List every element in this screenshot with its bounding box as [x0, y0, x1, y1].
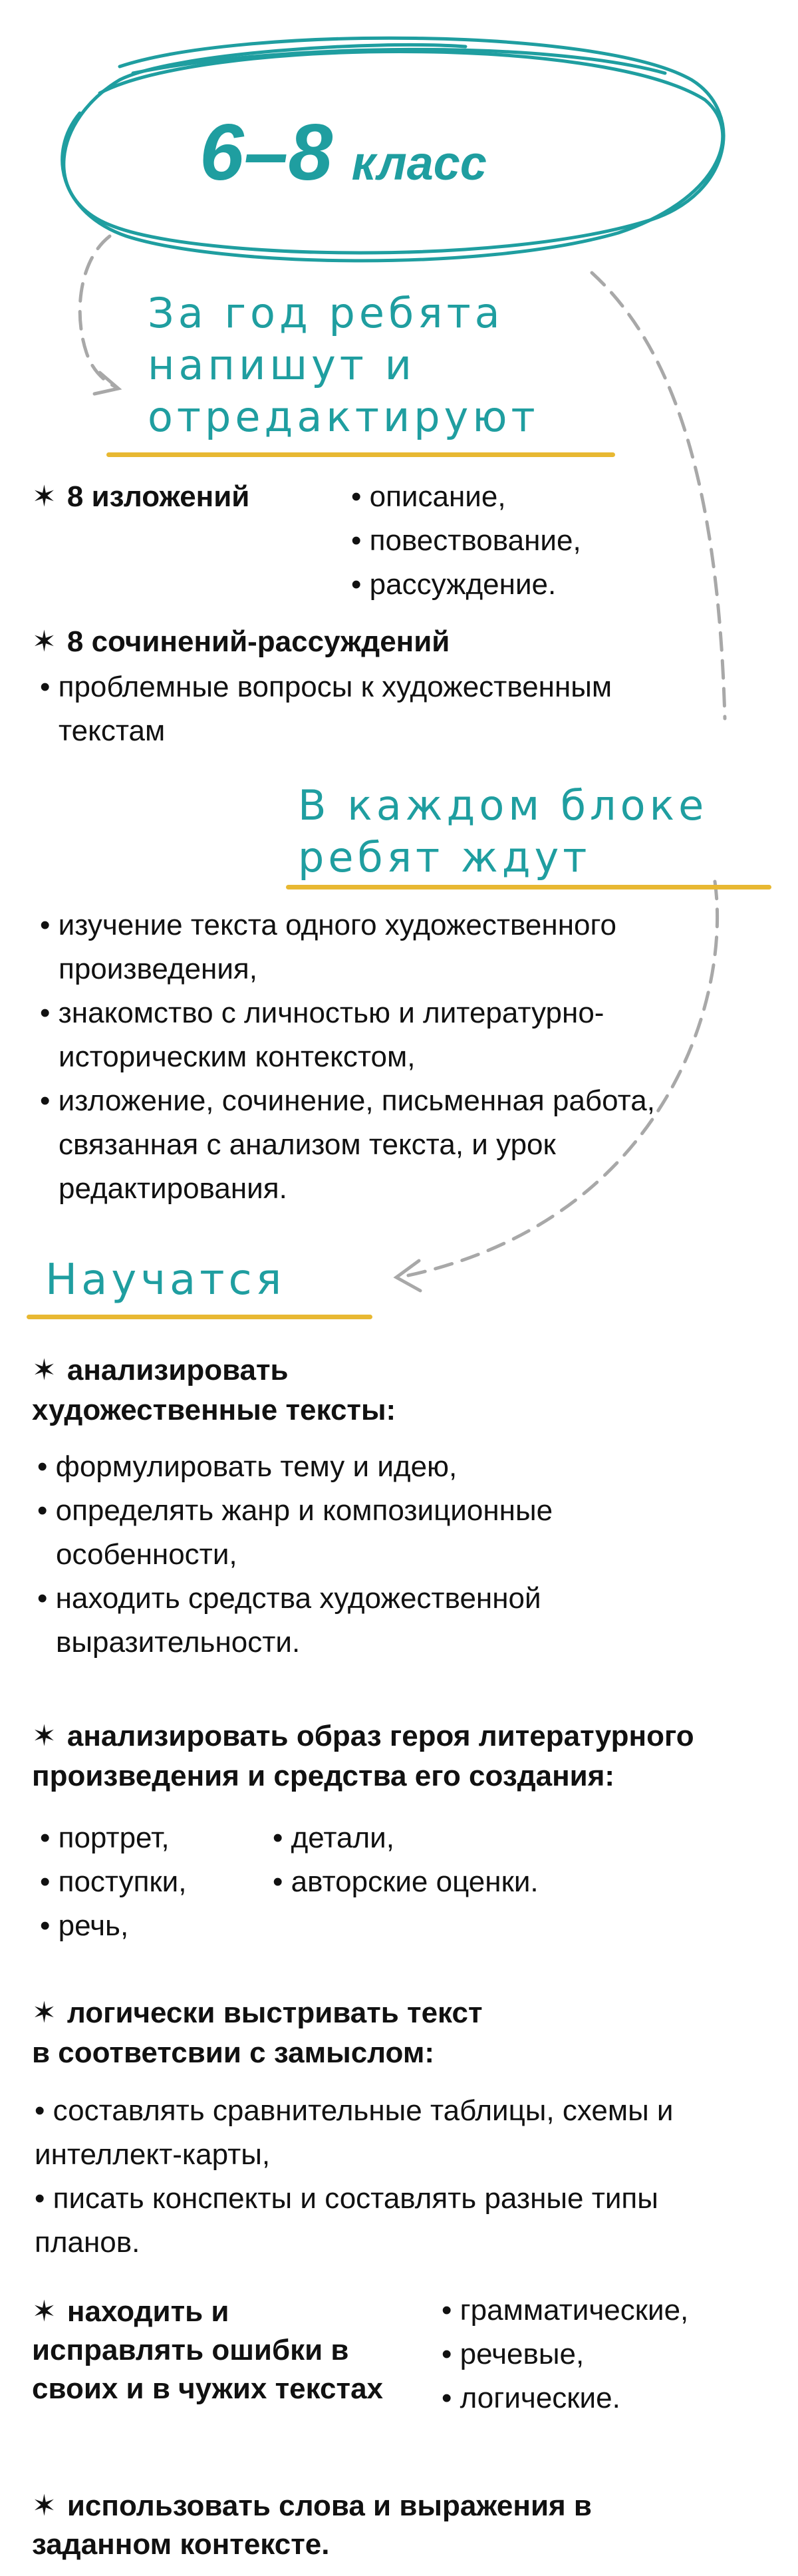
list-item: • поступки, [40, 1865, 187, 1898]
block2-title [32, 1716, 694, 1796]
list-item: • описание, [351, 480, 506, 513]
list-item-continuation: текстам [59, 715, 166, 747]
section1-heading [148, 287, 539, 443]
list-item: • проблемные вопросы к художественным [40, 671, 612, 703]
block4-list [442, 2289, 688, 2420]
section2-list [40, 903, 655, 1211]
star-icon: ✶ [32, 480, 57, 513]
list-item: • писать конспекты и составлять разные типы [35, 2182, 658, 2215]
list-item: • составлять сравнительные таблицы, схемы и [35, 2094, 674, 2127]
list-item: • определять жанр и композиционные [37, 1494, 553, 1527]
list-item-continuation: планов. [35, 2226, 140, 2259]
block4-title-line: исправлять ошибки в [32, 2334, 349, 2366]
list-item: • речь, [40, 1909, 129, 1942]
star-icon: ✶ [32, 1997, 57, 2029]
block3-list [35, 2089, 674, 2265]
list-item: • речевые, [442, 2338, 585, 2370]
list-item: • портрет, [40, 1822, 170, 1854]
block1-title [32, 1351, 396, 1430]
block5-title-line: использовать слова и выражения в [66, 2490, 592, 2522]
list-item-continuation: выразительности. [56, 1626, 301, 1659]
block2-title-line: анализировать образ героя литературного [66, 1720, 694, 1752]
dashed-arrow-left [80, 236, 116, 387]
list-item-continuation: редактирования. [59, 1172, 287, 1205]
section1-heading-line: напишут и [148, 341, 416, 389]
list-item-continuation: особенности, [56, 1538, 237, 1571]
compositions-label-row [32, 620, 450, 664]
section3-heading: Научатся [45, 1255, 286, 1305]
block1-list [37, 1445, 553, 1665]
star-icon: ✶ [32, 2490, 57, 2522]
block1-title-line: художественные тексты: [32, 1394, 396, 1426]
dashed-arrow-right [592, 273, 725, 719]
section2-heading-line: ребят ждут [298, 833, 591, 882]
block2-col2 [273, 1816, 539, 1904]
block3-title-line: логически выстривать текст [66, 1997, 483, 2029]
block3-title [32, 1993, 483, 2073]
essays-label: 8 изложений [66, 480, 250, 513]
section2-underline [286, 885, 771, 889]
list-item: • изложение, сочинение, письменная работа, [40, 1084, 655, 1117]
block5-title [32, 2487, 592, 2564]
grade-word: класс [351, 137, 487, 190]
block1-title-line: анализировать [66, 1354, 289, 1386]
list-item-continuation: интеллект-карты, [35, 2138, 271, 2171]
list-item: • повествование, [351, 524, 581, 557]
star-icon: ✶ [32, 1720, 57, 1752]
block4-title-line: своих и в чужих текстах [32, 2372, 384, 2405]
list-item-continuation: произведения, [59, 953, 257, 985]
grade-title [200, 106, 487, 198]
star-icon: ✶ [32, 2295, 57, 2328]
block2-col1 [40, 1816, 186, 1948]
block3-title-line: в соответсвии с замыслом: [32, 2036, 435, 2069]
section2-heading-line: В каждом блоке [298, 781, 708, 830]
grade-number: 6–8 [200, 108, 333, 197]
list-item-continuation: историческим контекстом, [59, 1041, 416, 1073]
block4-title [32, 2293, 383, 2408]
section1-underline [106, 452, 615, 457]
block4-title-line: находить и [66, 2295, 229, 2328]
list-item: • логические. [442, 2382, 620, 2414]
essay-types-list [351, 475, 581, 607]
list-item: • формулировать тему и идею, [37, 1450, 458, 1483]
section2-heading [298, 780, 708, 884]
block5-title-line: заданном контексте. [32, 2528, 330, 2561]
list-item: • рассуждение. [351, 568, 557, 601]
list-item: • детали, [273, 1822, 394, 1854]
list-item: • изучение текста одного художественного [40, 909, 617, 941]
section3-underline [27, 1315, 372, 1319]
list-item: • грамматические, [442, 2294, 689, 2327]
compositions-label: 8 сочинений-рассуждений [66, 625, 450, 658]
list-item-continuation: связанная с анализом текста, и урок [59, 1128, 556, 1161]
star-icon: ✶ [32, 625, 57, 658]
block2-title-line: произведения и средства его создания: [32, 1760, 615, 1792]
essays-label-row [32, 475, 249, 519]
section1-heading-line: отредактируют [148, 393, 539, 441]
list-item: • авторские оценки. [273, 1865, 539, 1898]
list-item: • находить средства художественной [37, 1582, 541, 1615]
list-item: • знакомство с личностью и литературно- [40, 997, 604, 1029]
section1-heading-line: За год ребята [148, 289, 504, 337]
star-icon: ✶ [32, 1354, 57, 1386]
